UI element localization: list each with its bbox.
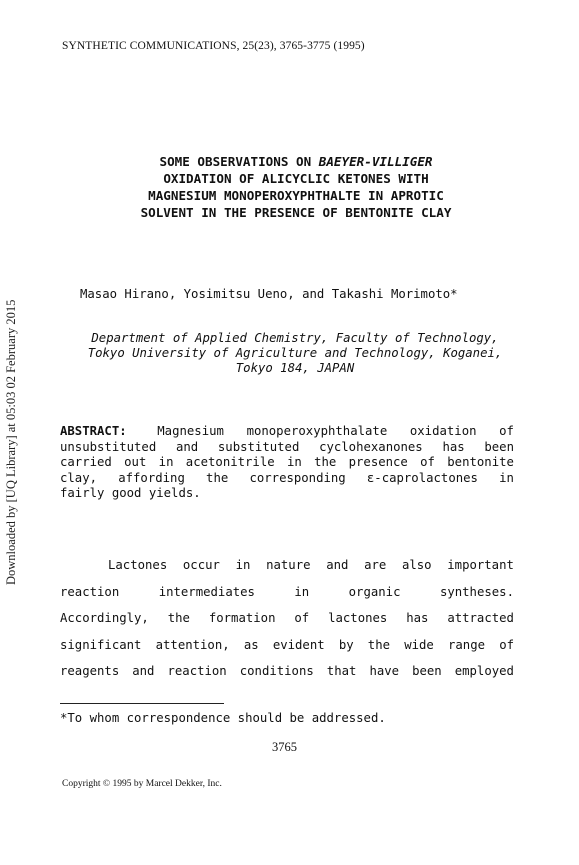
abstract-label: ABSTRACT: [60,424,127,438]
word: organic [348,584,401,599]
word: been [412,664,442,679]
word: Accordingly, [60,611,149,626]
word: fairly good yields. [60,486,201,501]
word: cyclohexanones [319,439,423,454]
abstract-line [60,471,514,487]
word: corresponding [249,470,346,485]
abstract-line [60,486,514,502]
body-text [60,552,514,685]
body-line [60,658,514,685]
word: evident [272,637,325,652]
word: in [294,584,310,599]
download-watermark: Downloaded by [UQ Library] at 05:03 02 February 2015 [4,299,18,585]
word: and [175,439,199,454]
word: bentonite [447,455,514,470]
title-line-1: SOME OBSERVATIONS ON BAEYER-VILLIGER [159,154,433,169]
word: been [484,439,514,454]
body-line [60,579,514,606]
word: and [132,664,155,679]
word: intermediates [158,584,255,599]
word: that [326,664,357,679]
word: of [499,424,514,438]
body-line [60,632,514,659]
word: affording [118,470,185,485]
footnote-rule [60,703,224,704]
word: Lactones [108,558,168,572]
word: by [338,637,354,652]
word: the [367,637,391,652]
abstract-line [60,440,514,456]
affiliation [60,331,530,376]
abstract-line [60,455,514,471]
word: of [294,611,310,626]
article-title [60,153,532,221]
word: lactones [328,611,388,626]
word: wide [404,637,434,652]
title-line-2: OXIDATION OF ALICYCLIC KETONES WITH [163,171,429,186]
word: reaction [60,584,120,599]
journal-header: SYNTHETIC COMMUNICATIONS, 25(23), 3765-3775 (1995) [62,40,365,52]
affiliation-line: Tokyo 184, JAPAN [235,361,355,375]
word: carried [60,455,112,470]
abstract [60,424,514,502]
word: substituted [217,439,300,454]
abstract-line [60,424,514,440]
copyright-line: Copyright © 1995 by Marcel Dekker, Inc. [62,779,222,789]
word: unsubstituted [60,439,157,454]
word: are [364,558,387,572]
word: also [401,558,432,572]
word: reagents [60,664,120,679]
word: acetonitrile [185,455,275,470]
word: monoperoxyphthalate [246,424,388,438]
word: presence [348,455,408,470]
word: occur [182,558,220,572]
word: in [499,470,514,485]
word: out [124,455,147,470]
word: in [235,558,251,572]
word: syntheses. [439,584,514,599]
word: conditions [239,664,314,679]
word: in [286,455,302,470]
word: ε-caprolactones [366,470,478,485]
word: has [442,439,465,454]
affiliation-line: Tokyo University of Agriculture and Technology, Koganei, [87,346,503,360]
word: significant [60,637,142,652]
word: the [314,455,337,470]
word: the [206,470,229,485]
word: has [406,611,429,626]
page-number: 3765 [272,740,297,754]
word: important [447,558,514,572]
word: range [447,637,486,652]
word: in [158,455,174,470]
title-line-4: SOLVENT IN THE PRESENCE OF BENTONITE CLAY [140,205,452,220]
word: reaction [167,664,227,679]
word: attention, [155,637,230,652]
word: oxidation [409,424,477,438]
affiliation-line: Department of Applied Chemistry, Faculty of Technology, [91,331,499,345]
word: Magnesium [157,424,224,438]
word: the [167,611,190,626]
word: clay, [60,470,98,485]
word: as [243,637,259,652]
author-list: Masao Hirano, Yosimitsu Ueno, and Takashi Morimoto* [80,287,458,301]
footnote: *To whom correspondence should be addressed. [60,711,386,725]
word: formation [208,611,276,626]
word: employed [454,664,514,679]
title-line-3: MAGNESIUM MONOPEROXYPHTHALTE IN APROTIC [148,188,444,203]
body-line [60,605,514,632]
body-line [60,552,514,579]
word: nature [266,558,311,572]
word: have [369,664,400,679]
word: and [326,558,349,572]
word: of [499,637,514,652]
word: attracted [447,611,514,626]
word: of [420,455,435,470]
